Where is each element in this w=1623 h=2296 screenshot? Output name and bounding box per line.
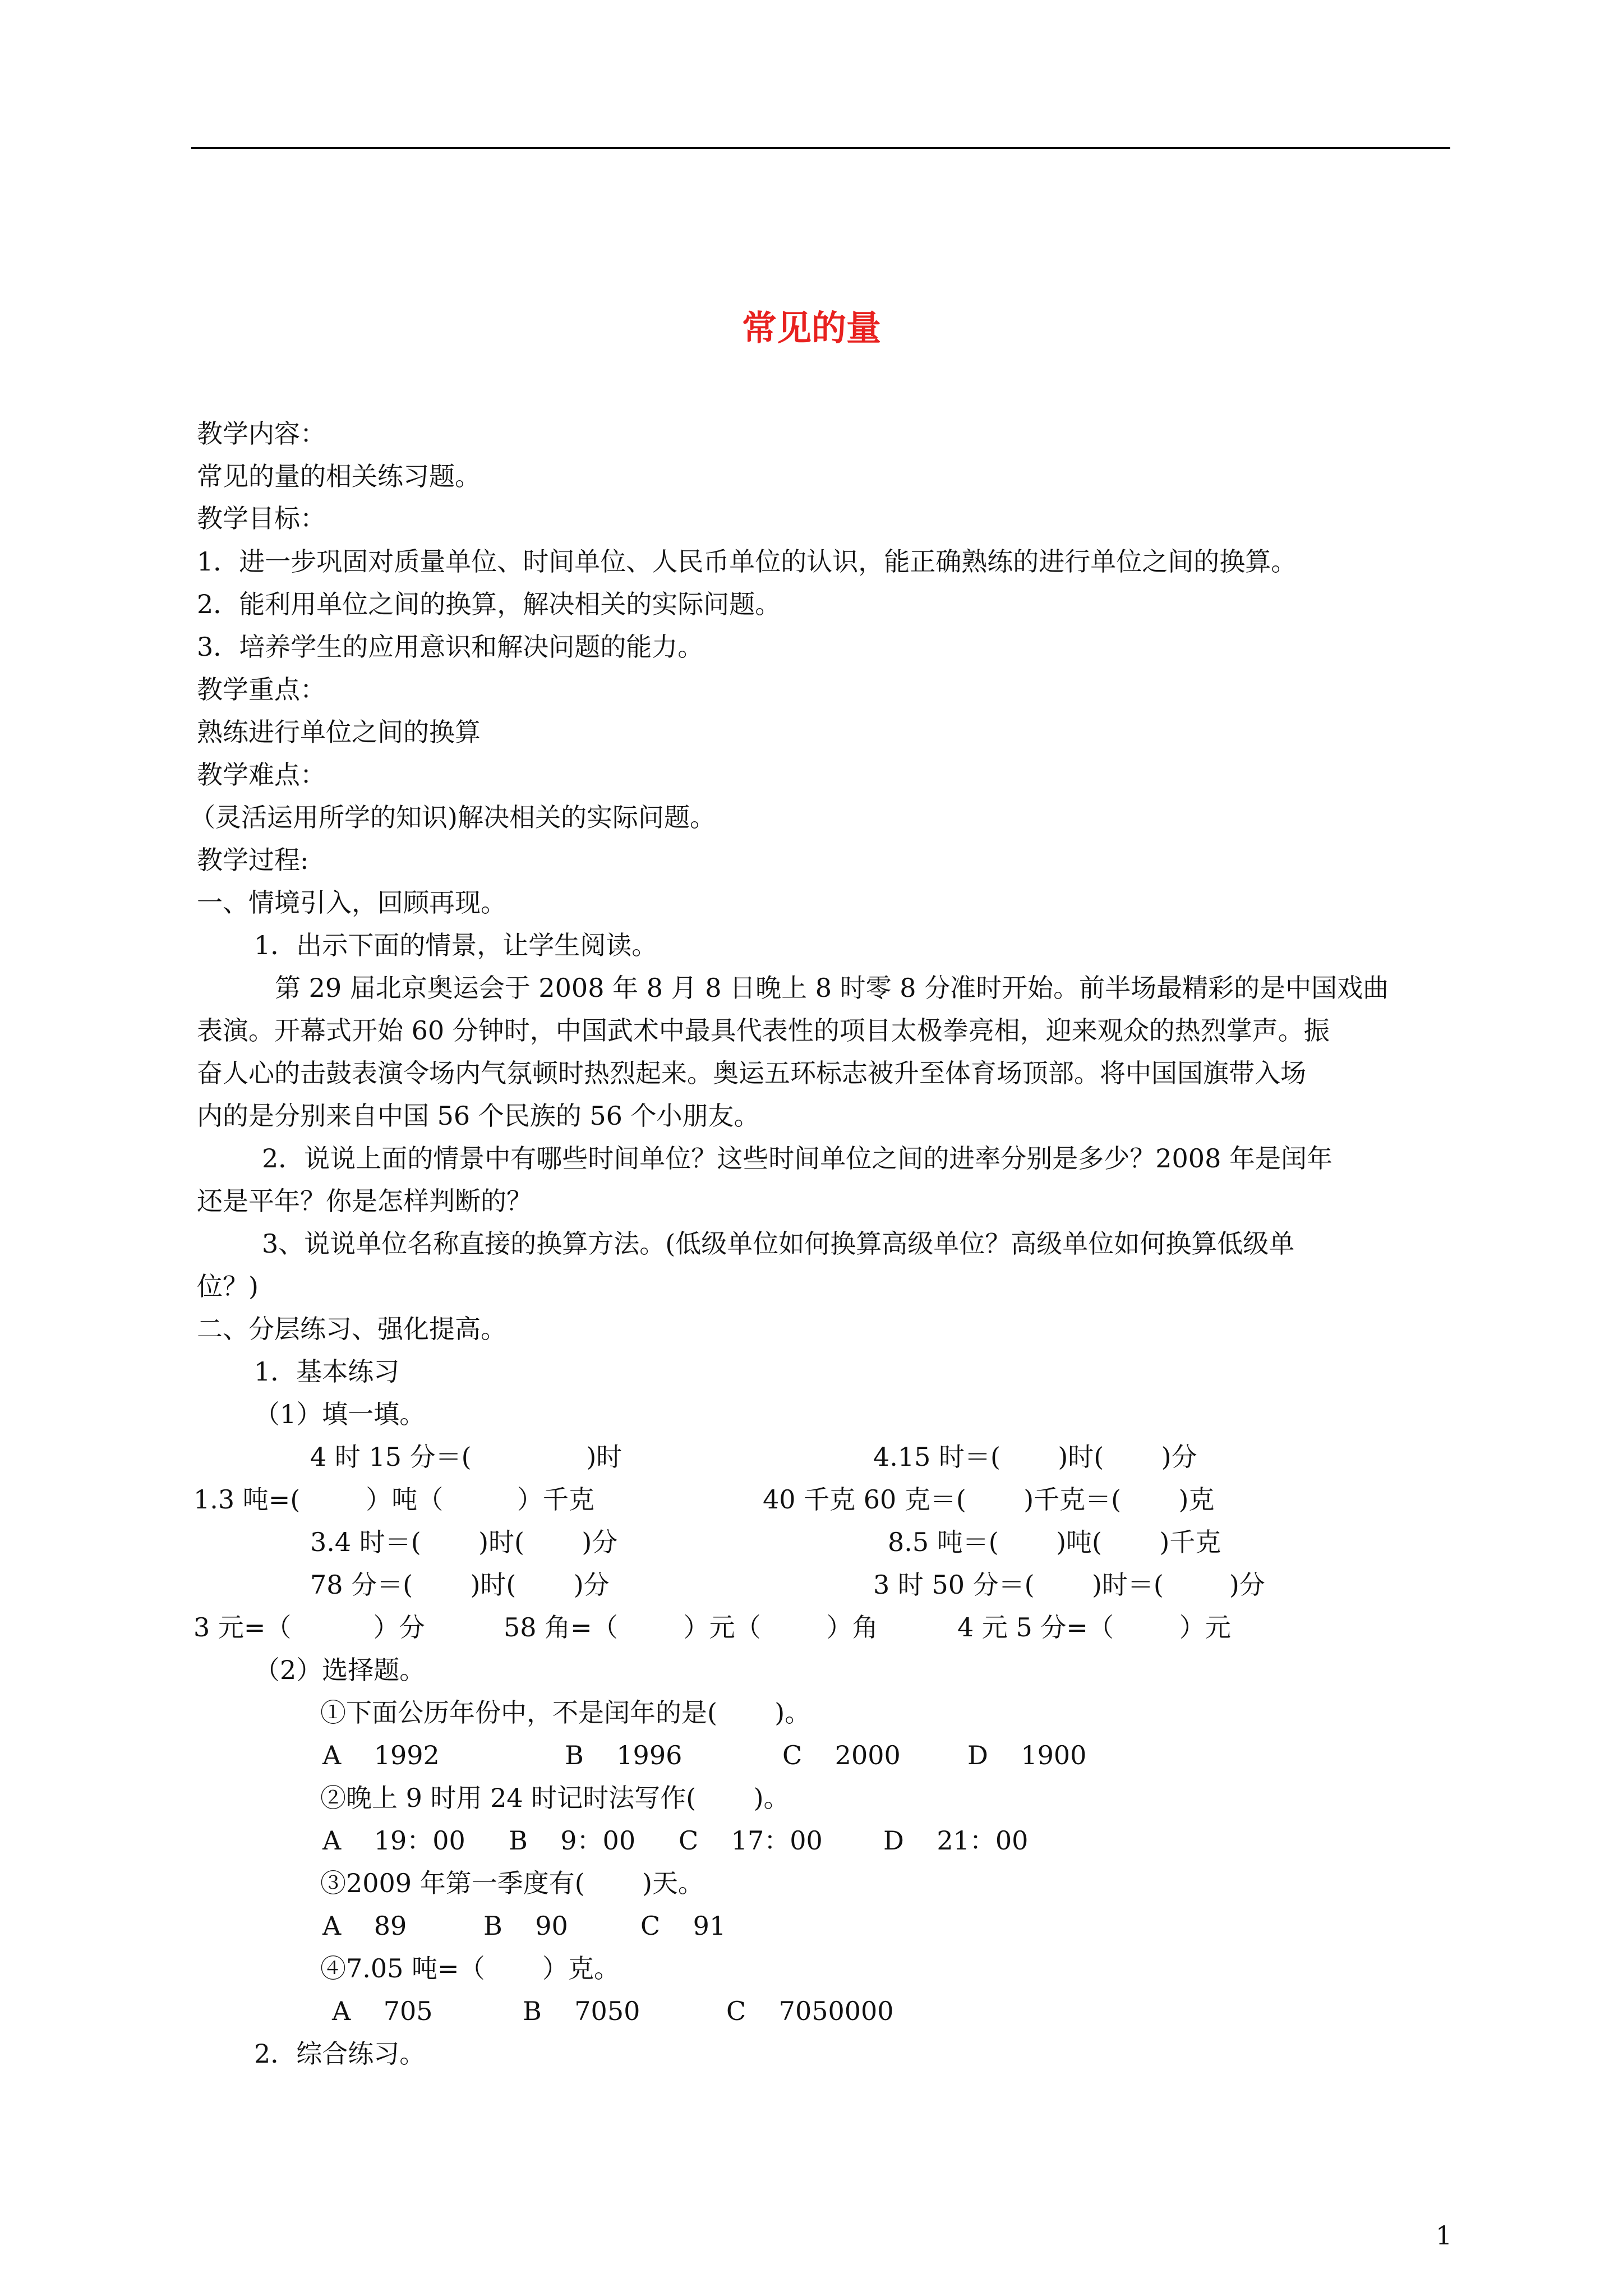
fill-in-heading: （1）填一填。 bbox=[254, 1399, 426, 1429]
fill-item-8: 3 时 50 分＝( )时＝( )分 bbox=[873, 1570, 1265, 1600]
q3-option-c: C 91 bbox=[640, 1911, 726, 1941]
q2-option-d: D 21：00 bbox=[883, 1825, 1029, 1856]
goal-3: 3．培养学生的应用意识和解决问题的能力。 bbox=[197, 632, 704, 662]
fill-item-2: 4.15 时＝( )时( )分 bbox=[873, 1442, 1197, 1472]
choice-heading: （2）选择题。 bbox=[254, 1655, 426, 1685]
page-title: 常见的量 bbox=[741, 307, 881, 348]
page-number: 1 bbox=[1436, 2220, 1453, 2251]
heading-key-point: 教学重点： bbox=[197, 674, 326, 705]
heading-difficulty: 教学难点： bbox=[197, 760, 326, 790]
fill-item-11: 4 元 5 分=（ ）元 bbox=[957, 1612, 1231, 1642]
q1-option-b: B 1996 bbox=[565, 1740, 683, 1770]
q4-option-b: B 7050 bbox=[523, 1996, 640, 2026]
scenario-line-1: 第 29 届北京奥运会于 2008 年 8 月 8 日晚上 8 时零 8 分准时开始。前半场最精彩的是中国戏曲 bbox=[275, 973, 1389, 1003]
step-3-line-2: 位？) bbox=[197, 1271, 259, 1301]
text-key-point: 熟练进行单位之间的换算 bbox=[197, 717, 481, 747]
section-1-heading: 一、情境引入，回顾再现。 bbox=[197, 887, 506, 918]
fill-item-5: 3.4 时＝( )时( )分 bbox=[310, 1527, 618, 1557]
heading-goals: 教学目标： bbox=[197, 503, 326, 533]
q2-option-c: C 17：00 bbox=[679, 1825, 823, 1856]
fill-item-10: 58 角=（ ）元（ ）角 bbox=[504, 1612, 878, 1642]
q3-option-b: B 90 bbox=[483, 1911, 568, 1941]
scenario-line-2: 表演。开幕式开始 60 分钟时，中国武术中最具代表性的项目太极拳亮相，迎来观众的热烈掌声。振 bbox=[197, 1015, 1330, 1046]
comprehensive-practice-heading: 2．综合练习。 bbox=[254, 2039, 426, 2069]
fill-item-1: 4 时 15 分＝( )时 bbox=[310, 1442, 623, 1472]
heading-content: 教学内容： bbox=[197, 418, 326, 449]
question-1: ①下面公历年份中，不是闰年的是( )。 bbox=[320, 1697, 811, 1728]
q1-option-d: D 1900 bbox=[967, 1740, 1087, 1770]
fill-item-7: 78 分＝( )时( )分 bbox=[310, 1570, 610, 1600]
q2-option-b: B 9：00 bbox=[509, 1825, 636, 1856]
step-1: 1．出示下面的情景，让学生阅读。 bbox=[254, 930, 658, 960]
scenario-line-4: 内的是分别来自中国 56 个民族的 56 个小朋友。 bbox=[197, 1101, 760, 1131]
q1-option-c: C 2000 bbox=[782, 1740, 901, 1770]
text-content: 常见的量的相关练习题。 bbox=[197, 461, 481, 491]
fill-item-9: 3 元=（ ）分 bbox=[193, 1612, 425, 1642]
q4-option-c: C 7050000 bbox=[726, 1996, 894, 2026]
step-3-line-1: 3、说说单位名称直接的换算方法。(低级单位如何换算高级单位？高级单位如何换算低级单 bbox=[262, 1228, 1295, 1259]
q1-option-a: A 1992 bbox=[322, 1740, 440, 1770]
q2-option-a: A 19：00 bbox=[322, 1825, 465, 1856]
fill-item-4: 40 千克 60 克＝( )千克＝( )克 bbox=[763, 1484, 1215, 1515]
question-4: ④7.05 吨=（ ）克。 bbox=[320, 1953, 620, 1984]
step-2-line-1: 2．说说上面的情景中有哪些时间单位？这些时间单位之间的进率分别是多少？2008 年是闰年 bbox=[262, 1143, 1332, 1174]
fill-item-3: 1.3 吨=( ）吨（ ）千克 bbox=[193, 1484, 594, 1515]
question-2: ②晚上 9 时用 24 时记时法写作( )。 bbox=[320, 1783, 790, 1813]
goal-1: 1．进一步巩固对质量单位、时间单位、人民币单位的认识，能正确熟练的进行单位之间的换算。 bbox=[197, 546, 1297, 577]
text-difficulty: （灵活运用所学的知识)解决相关的实际问题。 bbox=[190, 802, 716, 832]
q3-option-a: A 89 bbox=[322, 1911, 407, 1941]
q4-option-a: A 705 bbox=[332, 1996, 433, 2026]
goal-2: 2．能利用单位之间的换算，解决相关的实际问题。 bbox=[197, 589, 781, 619]
scenario-line-3: 奋人心的击鼓表演令场内气氛顿时热烈起来。奥运五环标志被升至体育场顶部。将中国国旗带入场 bbox=[197, 1058, 1306, 1088]
fill-item-6: 8.5 吨＝( )吨( )千克 bbox=[888, 1527, 1221, 1557]
header-rule bbox=[191, 147, 1450, 149]
step-2-line-2: 还是平年？你是怎样判断的？ bbox=[197, 1186, 532, 1216]
question-3: ③2009 年第一季度有( )天。 bbox=[320, 1868, 704, 1898]
heading-process: 教学过程: bbox=[197, 845, 309, 875]
section-2-heading: 二、分层练习、强化提高。 bbox=[197, 1314, 506, 1344]
basic-practice-heading: 1．基本练习 bbox=[254, 1356, 400, 1387]
